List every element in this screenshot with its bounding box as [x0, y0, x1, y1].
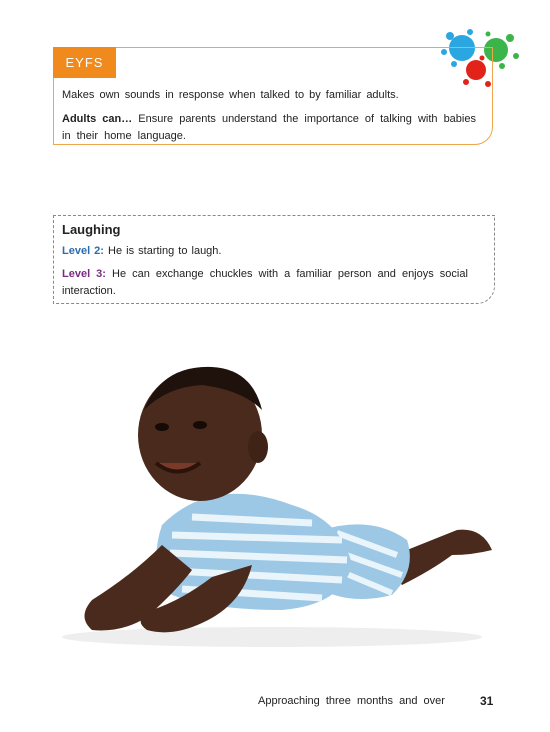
laughing-title: Laughing	[62, 222, 121, 237]
level-3-text	[62, 266, 482, 300]
eyfs-statement: Makes own sounds in response when talked to by familiar adults.	[62, 89, 399, 101]
page-number: 31	[480, 694, 494, 708]
level-2-label: Level 2:	[62, 245, 104, 257]
eyfs-tab: EYFS	[53, 47, 116, 78]
adults-can-label: Adults can…	[62, 113, 133, 125]
level-3-body: He can exchange chuckles with a familiar person and enjoys social interaction.	[62, 268, 468, 297]
adults-can-text	[62, 111, 482, 145]
level-3-label: Level 3:	[62, 268, 106, 280]
level-2-text	[62, 245, 221, 257]
adults-can-body: Ensure parents understand the importance of talking with babies in their home language.	[62, 113, 476, 142]
level-2-body: He is starting to laugh.	[103, 245, 222, 257]
footer-section-title: Approaching three months and over	[258, 695, 445, 707]
baby-photo	[52, 355, 497, 655]
